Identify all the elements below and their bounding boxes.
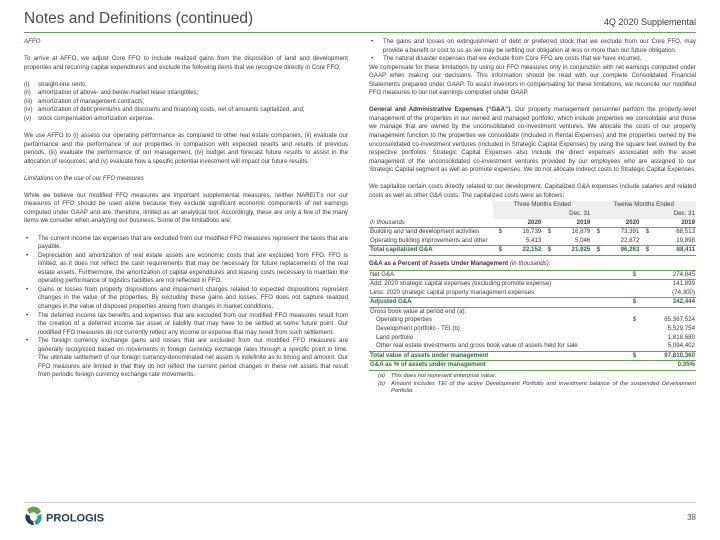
prologis-mark-icon xyxy=(24,506,114,528)
affo-use-paragraph: We use AFFO to (i) assess our operating performance as compared to other real estate companies, (ii) evaluate our performance and the performance of our properties in comparison with expected results and results of previous periods, (iii) evaluate the performance of our management, (iv) budget and forecast future results to assist in the allocation of resources, and (v) evaluate how a specific potential investment will impact our future results. xyxy=(24,132,348,165)
ga-definition-label: General and Administrative Expenses (“G&A”). xyxy=(369,106,512,114)
table-row: Operating building improvements and other 5,413 5,046 22,872 19,898 xyxy=(370,236,695,244)
total-aum-row: Total value of assets under management $ 97,810,360 xyxy=(369,351,696,361)
list-item: • Depreciation and amortization of real estate assets are economic costs that are excluded from FFO. FFO is limited, as it does not reflect the cash requirements that may be necessary for future replacements of the real estate assets. Furthermore, the amortization of capital expenditures and leasing costs necessary to maintain the operating performance of logistics facilities are not reflected in FFO. xyxy=(24,252,348,286)
footnote: (b) Amount includes TEI of the active Development Portfolio and investment balance of the suspended Development Portfolio. xyxy=(378,380,696,395)
capitalize-paragraph: We capitalize certain costs directly related to our development. Capitalized G&A expenses include salaries and related costs as well as other G&A costs. The capitalized costs were as follows: xyxy=(369,183,696,199)
header-twelve-months: Twelve Months Ended xyxy=(591,201,696,210)
table-row: Operating properties $ 85,367,524 xyxy=(376,316,695,324)
header-three-months: Three Months Ended xyxy=(493,201,591,210)
table-row: Less: 2020 strategic capital property management expenses (74,300) xyxy=(370,288,695,296)
affo-adjustments-list xyxy=(24,81,348,124)
table-row: Land portfolio 1,818,680 xyxy=(376,333,695,341)
limitations-heading: Limitations on the use of our FFO measures xyxy=(24,174,144,182)
right-column xyxy=(369,38,696,396)
year-header: 2020 xyxy=(625,218,640,226)
table-row: Building and land development activities $ 16,739 $ 16,879 $ 73,391 $ 68,513 xyxy=(370,228,695,236)
report-period: 4Q 2020 Supplemental xyxy=(603,17,696,27)
year-header: 2020 xyxy=(527,218,542,226)
unit-label: in thousands xyxy=(370,218,405,226)
footnote: (a) This does not represent enterprise value. xyxy=(378,373,497,380)
list-item: • The current income tax expenses that are excluded from our modified FFO measures represent the taxes that are payable. xyxy=(24,235,348,252)
limitations-list xyxy=(24,235,348,380)
page-title: Notes and Definitions (continued) xyxy=(24,10,254,27)
prologis-logo xyxy=(24,506,114,528)
header-period: Dec. 31 xyxy=(493,210,591,219)
list-item: • The foreign currency exchange gains and losses that are excluded from our modified FFO measures are generally recognized based on movements in foreign currency exchange rates through a specific point in time. The ultimate settlement of our foreign currency-denominated net assets is indefinite as to timing and amount. Our FFO measures are limited in that they do not reflect the current period changes in these net assets that result from periodic foreign currency exchange rate movements. xyxy=(24,337,348,380)
table-row: Development portfolio - TEI (b) 5,529,754 xyxy=(376,325,695,333)
ga-percent-row: G&A as % of assets under management 0.35% xyxy=(369,361,696,371)
ga-percent-table xyxy=(369,270,696,372)
list-item: • The gains and losses on extinguishment of debt or preferred stock that we exclude from our Core FFO, may provide a benefit or cost to us as we may be settling our obligation at less or more than our future obligation. xyxy=(369,38,696,55)
list-item: • The natural disaster expenses that we exclude from Core FFO are costs that we have incurred. xyxy=(369,55,696,64)
ga-paragraph: General and Administrative Expenses (“G&A”). Our property management personnel perform the property-level management of the properties in our owned and managed portfolio, which include properties we consolidate and those we manage that are owned by the unconsolidated co-investment ventures. We allocate the costs of our property management function to the properties we consolidate (included in Rental Expenses) and the properties owned by the unconsolidated co-investment ventures (included in Strategic Capital Expenses) by using the square feet owned by the respective portfolios. Strategic Capital Expenses also include the direct expenses associated with the asset management of the unconsolidated co-investment ventures provided by our employees who are assigned to our Strategic Capital segment as well as promote expenses. We do not allocate indirect costs to Strategic Capital Expenses. xyxy=(369,106,696,174)
compensate-paragraph: We compensate for these limitations by using our FFO measures only in conjunction with net earnings computed under GAAP when making our decisions. This information should be read with our complete Consolidated Financial Statements prepared under GAAP. To assist investors in compensating for these limitations, we reconcile our modified FFO measures to our net earnings computed under GAAP. xyxy=(369,63,696,97)
list-item: (v) stock compensation amortization expense. xyxy=(24,114,155,122)
header-period: Dec. 31 xyxy=(591,210,696,219)
year-header: 2019 xyxy=(681,218,695,226)
list-item: • Gains or losses from property dispositions and impairment charges related to expected dispositions represent changes in the value of the properties. By excluding these gains and losses, FFO does not capture realized changes in the value of disposed properties arising from changes in market conditions. xyxy=(24,286,348,312)
capitalized-ga-table xyxy=(369,201,696,256)
ga-percent-heading: G&A as a Percent of Assets Under Management (in thousands): xyxy=(369,259,551,267)
header-divider xyxy=(24,32,696,33)
left-column xyxy=(24,38,348,380)
year-header: 2019 xyxy=(576,218,591,226)
table-row: Net G&A $ 274,845 xyxy=(369,270,696,280)
table-row: Gross book value at period end (a): xyxy=(370,307,467,315)
limitations-list-continued xyxy=(369,38,696,64)
total-row: Total capitalized G&A $ 22,152 $ 21,925 $ 96,263 $ 88,411 xyxy=(369,246,696,256)
limitations-intro: While we believe our modified FFO measures are important supplemental measures, neither NAREIT's nor our measures of FFO should be used alone because they exclude significant economic components of net earnings computed under GAAP and are, therefore, limited as an analytical tool. Accordingly, these are only a few of the many items we consider when analyzing our business. Some of the limitations are: xyxy=(24,191,348,225)
table-row: Add: 2020 strategic capital expenses (excluding promote expense) 141,899 xyxy=(370,280,695,288)
footer-divider xyxy=(24,502,696,503)
affo-heading: AFFO xyxy=(24,38,41,45)
adjusted-ga-row: Adjusted G&A $ 342,444 xyxy=(369,298,696,308)
list-item: (iii) amortization of management contracts; xyxy=(24,97,145,105)
list-item: (iv) amortization of debt premiums and discounts and financing costs, net of amounts capitalized, and; xyxy=(24,106,305,114)
logo-wordmark: PROLOGIS xyxy=(46,512,105,525)
affo-intro: To arrive at AFFO, we adjust Core FFO to include realized gains from the disposition of land and development properties and recurring capital expenditures and exclude the following items that we recognize directly in Core FFO: xyxy=(24,55,348,71)
footnotes xyxy=(369,373,696,396)
list-item: • The deferred income tax benefits and expenses that are excluded from our modified FFO measures result from the creation of a deferred income tax asset or liability that may have to be settled at some future point. Our modified FFO measures do not currently reflect any income or expense that may result from such settlement. xyxy=(24,312,348,338)
table-row: Other real estate investments and gross book value of assets held for sale 5,094,402 xyxy=(376,342,695,350)
list-item: (ii) amortization of above- and below-market lease intangibles; xyxy=(24,89,199,97)
page-number: 38 xyxy=(687,513,696,522)
list-item: (i) straight-line rents; xyxy=(24,80,87,88)
